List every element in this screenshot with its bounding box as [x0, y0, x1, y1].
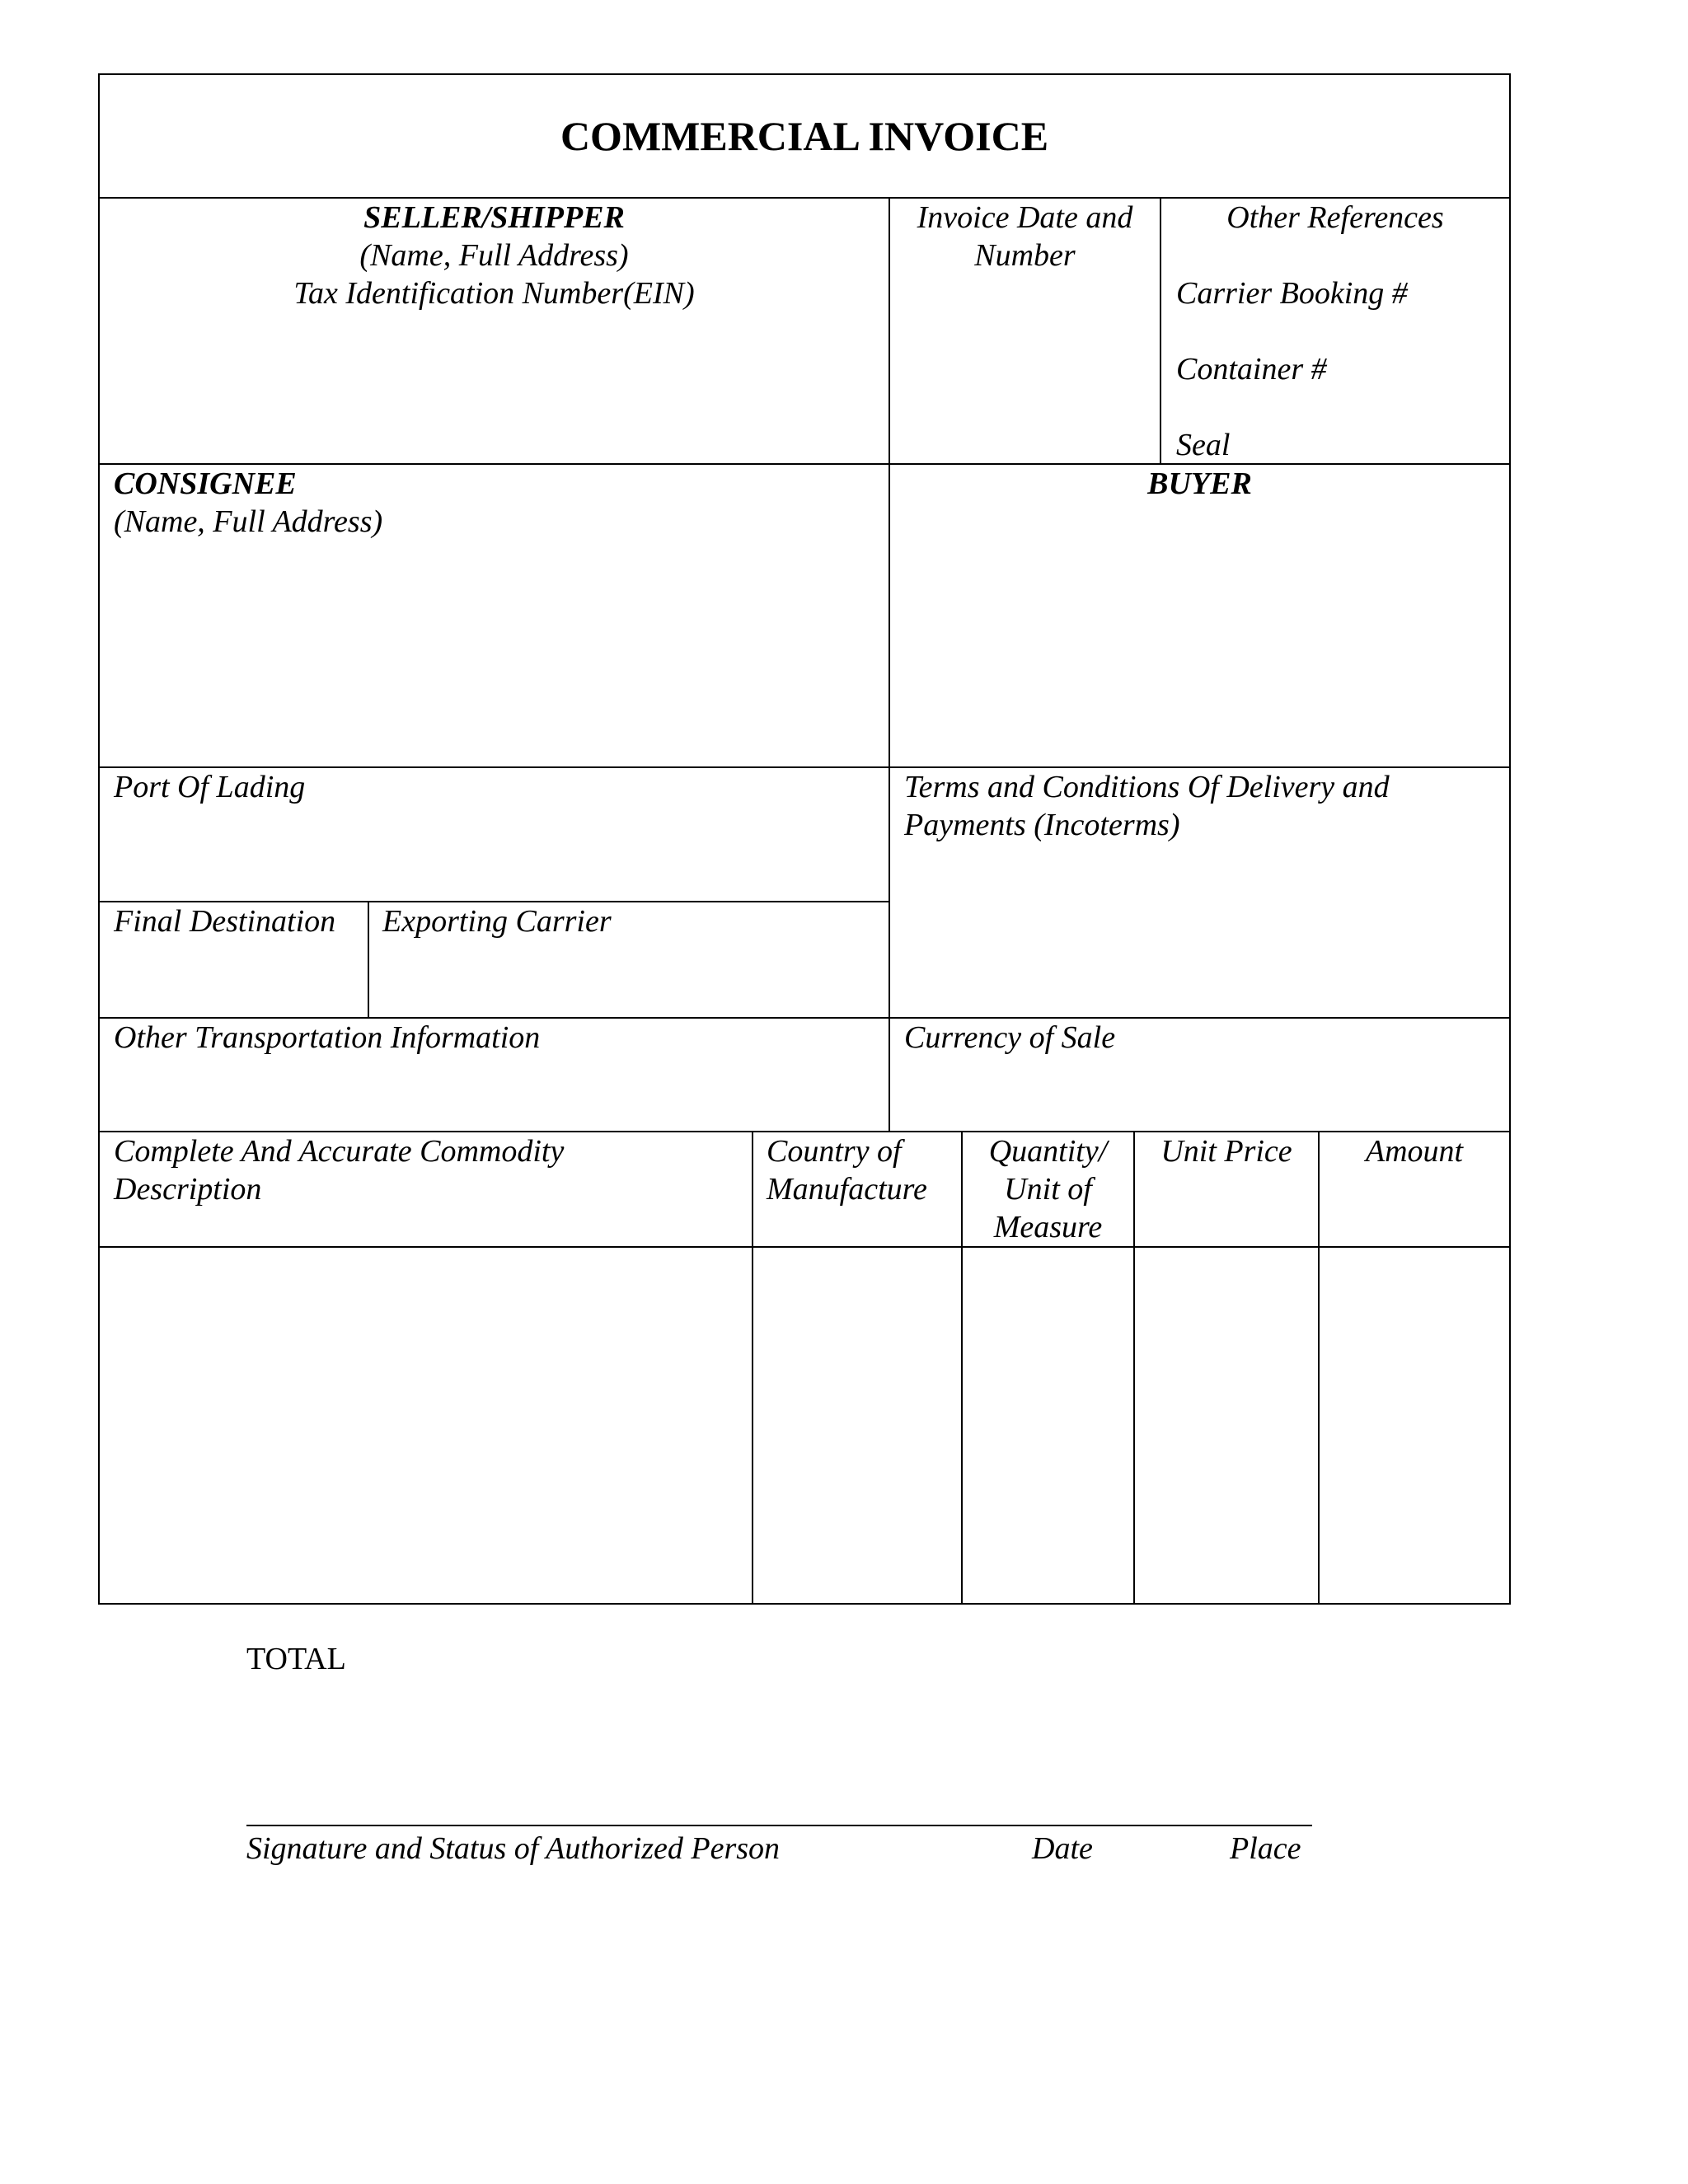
- seller-shipper-ein-label: Tax Identification Number(EIN): [293, 276, 695, 311]
- other-transportation-label: Other Transportation Information: [114, 1020, 541, 1055]
- other-references-heading: Other References: [1226, 200, 1444, 235]
- unit-price-header: Unit Price: [1160, 1134, 1292, 1169]
- country-header-line2: Manufacture: [767, 1172, 927, 1207]
- consignee-name-label: (Name, Full Address): [114, 504, 383, 539]
- invoice-date-label-line1: Invoice Date and: [917, 200, 1133, 235]
- buyer-heading: BUYER: [1147, 466, 1252, 501]
- total-label: TOTAL: [246, 1642, 346, 1676]
- country-header-line1: Country of: [767, 1134, 902, 1169]
- signature-date-label: Date: [1032, 1831, 1093, 1866]
- final-destination-label: Final Destination: [114, 904, 336, 939]
- quantity-header-line2: Unit of: [1004, 1172, 1092, 1207]
- description-header-line1: Complete And Accurate Commodity: [114, 1134, 565, 1169]
- seller-shipper-name-label: (Name, Full Address): [359, 238, 629, 273]
- consignee-heading: CONSIGNEE: [114, 466, 297, 501]
- buyer-field[interactable]: [889, 463, 1511, 768]
- description-input-cell[interactable]: [98, 1246, 753, 1605]
- country-input-cell[interactable]: [752, 1246, 963, 1605]
- page-title: COMMERCIAL INVOICE: [560, 113, 1049, 159]
- container-label: Container #: [1176, 352, 1327, 387]
- amount-input-cell[interactable]: [1318, 1246, 1511, 1605]
- quantity-input-cell[interactable]: [961, 1246, 1135, 1605]
- signature-label: Signature and Status of Authorized Person: [246, 1831, 781, 1866]
- amount-header: Amount: [1365, 1134, 1464, 1169]
- carrier-booking-label: Carrier Booking #: [1176, 276, 1408, 311]
- terms-label-line1: Terms and Conditions Of Delivery and: [904, 770, 1390, 804]
- seal-label: Seal: [1176, 428, 1231, 462]
- other-references-field[interactable]: [1160, 197, 1511, 465]
- terms-label-line2: Payments (Incoterms): [904, 808, 1180, 842]
- signature-line[interactable]: [246, 1825, 1312, 1826]
- description-header-line2: Description: [114, 1172, 262, 1207]
- currency-of-sale-label: Currency of Sale: [904, 1020, 1116, 1055]
- exporting-carrier-label: Exporting Carrier: [382, 904, 612, 939]
- seller-shipper-heading: SELLER/SHIPPER: [363, 200, 625, 235]
- quantity-header-line1: Quantity/: [988, 1134, 1108, 1169]
- invoice-date-label-line2: Number: [974, 238, 1076, 273]
- unit-price-input-cell[interactable]: [1133, 1246, 1320, 1605]
- signature-place-label: Place: [1230, 1831, 1301, 1866]
- port-of-lading-label: Port Of Lading: [114, 770, 306, 804]
- quantity-header-line3: Measure: [993, 1210, 1103, 1244]
